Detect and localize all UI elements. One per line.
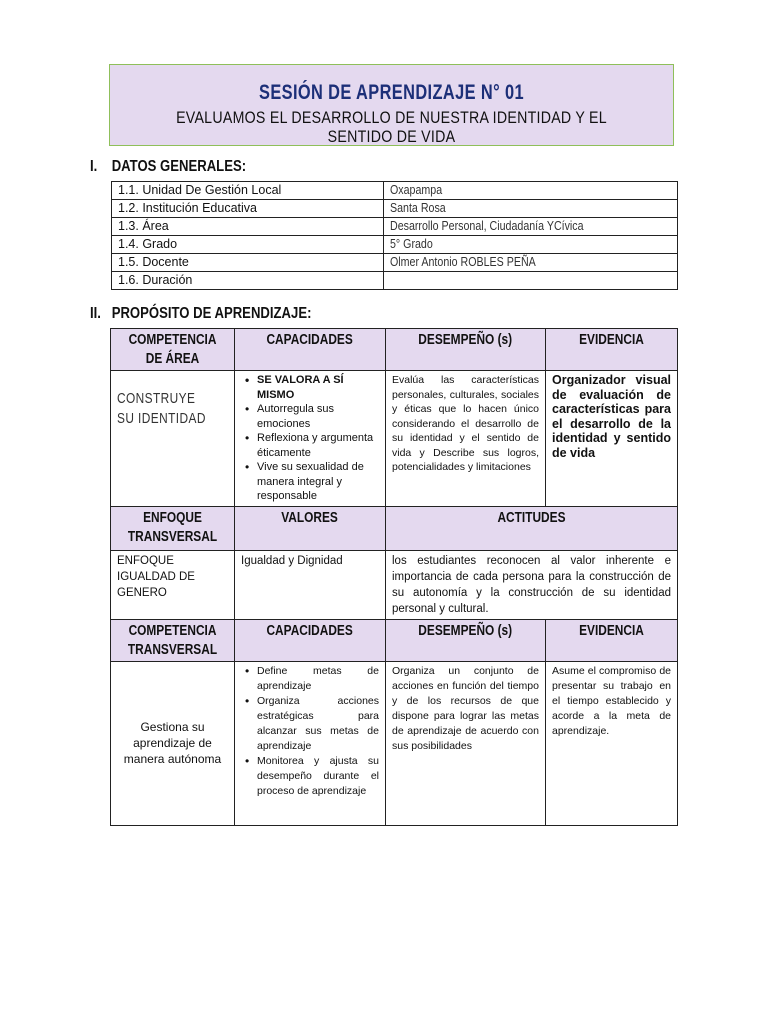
desempeno-area-cell: Evalúa las características personales, culturales, sociales y éticas que lo hacen único considerando el desarrollo de su identidad y el sentido de vida y Describe sus logros, potencialidades y limitaciones	[386, 371, 546, 507]
datos-generales-table	[111, 181, 678, 290]
list-item: • Organiza acciones estratégicas para alcanzar sus metas de aprendizaje	[257, 694, 379, 754]
datos-label: 1.2. Institución Educativa	[112, 200, 384, 218]
table-row	[111, 371, 678, 507]
table-header-row	[111, 619, 678, 661]
title-box	[109, 64, 674, 146]
list-item: • Monitorea y ajusta su desempeño durante el proceso de aprendizaje	[257, 754, 379, 799]
datos-value	[384, 272, 678, 290]
datos-label: 1.1. Unidad De Gestión Local	[112, 182, 384, 200]
section-heading-proposito	[90, 305, 311, 323]
datos-label: 1.6. Duración	[112, 272, 384, 290]
header-capacidades: CAPACIDADES	[235, 619, 386, 661]
table-row	[111, 550, 678, 619]
datos-label: 1.4. Grado	[112, 236, 384, 254]
valores-cell: Igualdad y Dignidad	[235, 550, 386, 619]
table-row	[112, 218, 678, 236]
header-enfoque: ENFOQUE TRANSVERSAL	[111, 506, 235, 550]
table-row	[112, 200, 678, 218]
datos-label: 1.3. Área	[112, 218, 384, 236]
header-evidencia: EVIDENCIA	[546, 329, 678, 371]
table-row	[112, 272, 678, 290]
header-actitudes: ACTITUDES	[386, 506, 678, 550]
capacidades-list	[241, 664, 379, 799]
datos-value: Santa Rosa	[384, 200, 678, 218]
header-valores: VALORES	[235, 506, 386, 550]
section-heading-datos	[90, 158, 246, 176]
datos-label: 1.5. Docente	[112, 254, 384, 272]
document-subtitle: EVALUAMOS EL DESARROLLO DE NUESTRA IDENTIDAD Y EL SENTIDO DE VIDA	[176, 109, 607, 146]
datos-value: Oxapampa	[384, 182, 678, 200]
list-item: • SE VALORA A SÍ MISMO	[257, 373, 379, 402]
header-competencia-transversal: COMPETENCIA TRANSVERSAL	[111, 619, 235, 661]
datos-value: Desarrollo Personal, Ciudadanía YCívica	[384, 218, 678, 236]
capacidades-area-cell	[235, 371, 386, 507]
header-capacidades: CAPACIDADES	[235, 329, 386, 371]
datos-value: Olmer Antonio ROBLES PEÑA	[384, 254, 678, 272]
table-row	[112, 236, 678, 254]
table-row	[112, 182, 678, 200]
section-number: I.	[90, 158, 98, 175]
datos-value: 5° Grado	[384, 236, 678, 254]
section-label: DATOS GENERALES:	[111, 158, 247, 175]
capacidades-trans-cell	[235, 661, 386, 825]
competencia-area-text: CONSTRUYE SU IDENTIDAD	[117, 391, 206, 427]
list-item: • Vive su sexualidad de manera integral y responsable	[257, 460, 379, 504]
table-header-row	[111, 329, 678, 371]
evidencia-area-cell: Organizador visual de evaluación de características para el desarrollo de la identidad y sentido de vida	[546, 371, 678, 507]
document-title: SESIÓN DE APRENDIZAJE N° 01	[259, 81, 524, 104]
header-desempeno: DESEMPEÑO (s)	[386, 619, 546, 661]
table-row	[111, 661, 678, 825]
competencia-area-cell	[111, 371, 235, 507]
capacidades-list	[241, 373, 379, 504]
desempeno-trans-cell: Organiza un conjunto de acciones en función del tiempo y de los recursos de que dispone para lograr las metas de aprendizaje de acuerdo con sus posibilidades	[386, 661, 546, 825]
actitudes-cell: los estudiantes reconocen al valor inherente e importancia de cada persona para la construcción de su autonomía y la construcción de su identidad personal y cultural.	[386, 550, 678, 619]
list-item: • Reflexiona y argumenta éticamente	[257, 431, 379, 460]
header-desempeno: DESEMPEÑO (s)	[386, 329, 546, 371]
evidencia-trans-cell: Asume el compromiso de presentar su trabajo en el tiempo establecido y acorde a la meta de aprendizaje.	[546, 661, 678, 825]
header-competencia-area: COMPETENCIA DE ÁREA	[111, 329, 235, 371]
table-row	[112, 254, 678, 272]
enfoque-cell: ENFOQUE IGUALDAD DE GENERO	[111, 550, 235, 619]
competencia-transversal-cell: Gestiona su aprendizaje de manera autónoma	[111, 661, 235, 825]
section-label: PROPÓSITO DE APRENDIZAJE:	[111, 305, 312, 322]
list-item: • Define metas de aprendizaje	[257, 664, 379, 694]
table-header-row	[111, 506, 678, 550]
proposito-table	[110, 328, 678, 826]
list-item: • Autorregula sus emociones	[257, 402, 379, 431]
section-number: II.	[90, 305, 101, 322]
header-evidencia: EVIDENCIA	[546, 619, 678, 661]
